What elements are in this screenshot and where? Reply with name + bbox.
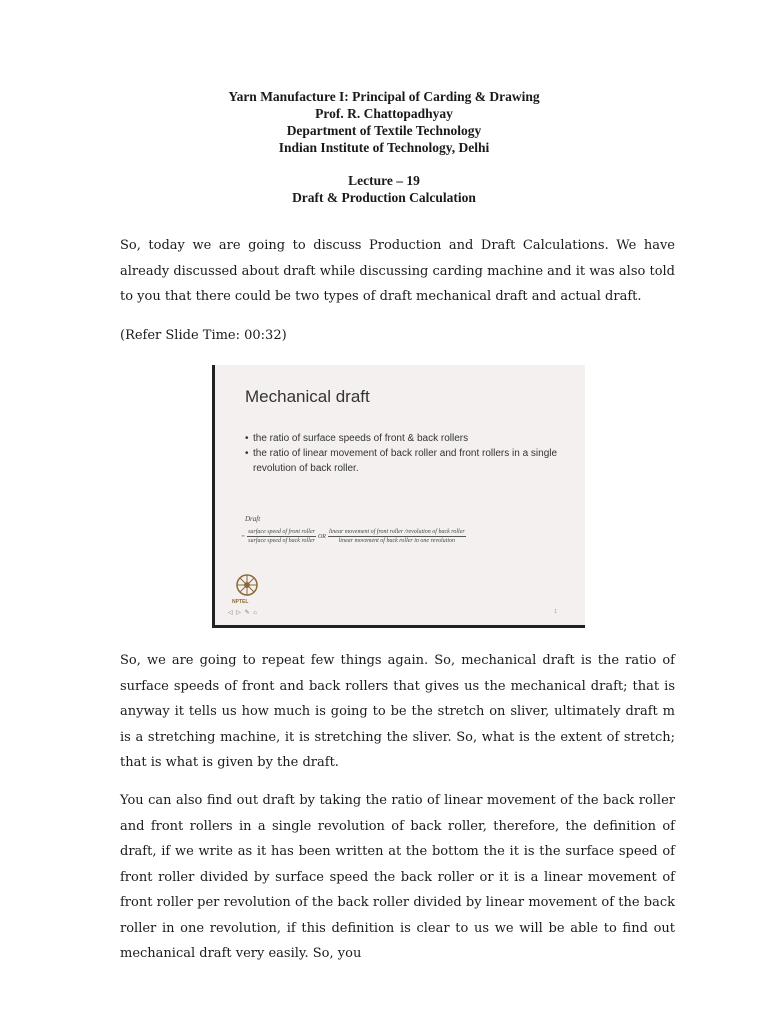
draft-label: Draft [245, 515, 261, 523]
paragraph-draft-definition: You can also find out draft by taking the ratio of linear movement of the back roller and front rollers in a single revolution of back roller, therefore, the definition of draft, if we write as it has been written at the bottom the it is the surface speed of front roller divided by surface speed the back roller or it is a linear movement of front roller per revolution of the back roller divided by linear movement of the back roller in one revolution, if this definition is clear to us we will be able to find out mechanical draft very easily. So, you [120, 793, 675, 961]
slide-bullet-list [245, 431, 565, 476]
draft-formula [241, 529, 468, 544]
formula-fraction-surface-speed [247, 529, 316, 544]
formula-fraction-linear-movement [328, 529, 466, 544]
fraction-numerator: surface speed of front roller [248, 529, 315, 535]
professor-name: Prof. R. Chattopadhyay [315, 106, 453, 121]
document-header [0, 88, 768, 156]
fraction-denominator: surface speed of back roller [248, 538, 315, 544]
slide-number: 1 [554, 609, 557, 615]
course-title: Yarn Manufacture I: Principal of Carding & Drawing [228, 89, 540, 104]
slide-title: Mechanical draft [245, 387, 370, 406]
formula-equals: = [241, 533, 246, 540]
fraction-denominator: linear movement of back roller in one revolution [338, 538, 456, 544]
nptel-logo-text: NPTEL [232, 599, 249, 605]
lecture-heading [0, 172, 768, 206]
lecture-number: Lecture – 19 [348, 173, 420, 188]
lecture-title: Draft & Production Calculation [292, 190, 476, 205]
fraction-numerator: linear movement of front roller /revolution of back roller [328, 529, 465, 535]
department-name: Department of Textile Technology [286, 123, 482, 138]
slide-image [212, 365, 585, 628]
paragraph-intro: So, today we are going to discuss Production and Draft Calculations. We have already discussed about draft while discussing carding machine and it was also told to you that there could be two types of draft mechanical draft and actual draft. [120, 238, 675, 304]
nptel-logo-icon [235, 573, 259, 597]
refer-slide-time: (Refer Slide Time: 00:32) [120, 328, 287, 343]
slide-control-icons: ◁ ▷ ✎ ⌂ [228, 610, 258, 616]
institute-name: Indian Institute of Technology, Delhi [278, 140, 490, 155]
paragraph-mechanical-draft: So, we are going to repeat few things again. So, mechanical draft is the ratio of surface speeds of front and back rollers that gives us the mechanical draft; that is anyway it tells us how much is going to be the stretch on sliver, ultimately draft m is a stretching machine, it is stretching the sliver. So, what is the extent of stretch; that is what is given by the draft. [120, 653, 675, 770]
slide-bullet: • the ratio of linear movement of back roller and front rollers in a single revolution of back roller. [245, 446, 565, 476]
formula-or: OR [317, 533, 326, 540]
slide-bullet: • the ratio of surface speeds of front & back rollers [245, 431, 565, 446]
